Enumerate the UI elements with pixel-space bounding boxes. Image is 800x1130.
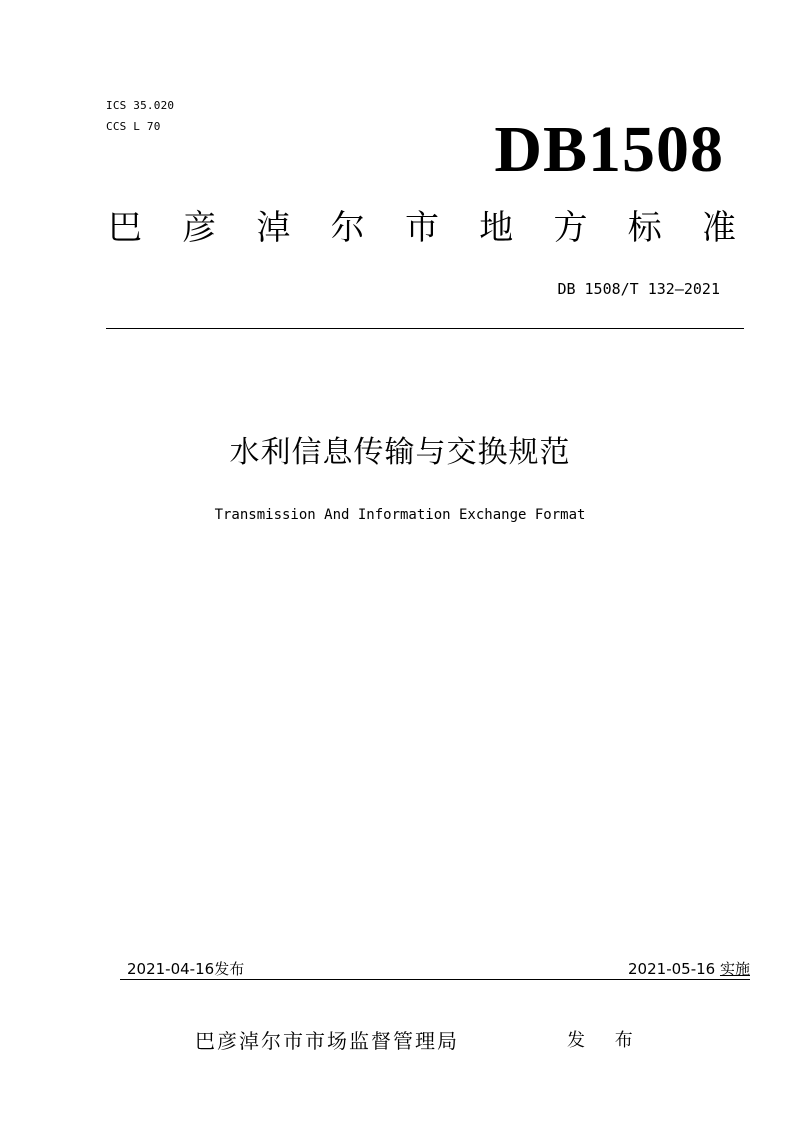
db-number: DB1508 xyxy=(494,113,724,186)
standard-type-char: 标 xyxy=(627,208,662,248)
standard-type-char: 巴 xyxy=(108,208,142,248)
issuer-name: 巴彦淖尔市市场监督管理局 xyxy=(195,1029,459,1053)
standard-code: DB 1508/T 132—2021 xyxy=(557,280,720,298)
standard-type-heading xyxy=(108,202,736,254)
standard-type-char: 市 xyxy=(405,208,439,248)
ics-code: ICS 35.020 xyxy=(106,99,175,112)
standard-type-char: 彦 xyxy=(182,208,217,248)
standard-type-char: 准 xyxy=(702,208,736,248)
title-english: Transmission And Information Exchange Format xyxy=(214,507,586,523)
implement-date-label: 实施 xyxy=(719,960,750,978)
top-divider xyxy=(106,328,744,329)
issuer-label: 发 布 xyxy=(567,1030,645,1051)
standard-type-char: 地 xyxy=(479,208,514,248)
bottom-divider xyxy=(120,979,750,980)
ccs-code: CCS L 70 xyxy=(106,120,161,133)
issue-date-label: 发布 xyxy=(214,960,245,978)
issue-date: 2021-04-16 xyxy=(127,960,215,978)
title-chinese: 水利信息传输与交换规范 xyxy=(229,435,571,470)
issue-date-line xyxy=(127,959,244,979)
standard-type-char: 方 xyxy=(553,208,588,248)
implement-date: 2021-05-16 xyxy=(628,960,716,978)
standard-type-char: 淖 xyxy=(256,208,291,248)
standard-type-char: 尔 xyxy=(330,208,365,248)
implement-date-line xyxy=(628,959,750,979)
